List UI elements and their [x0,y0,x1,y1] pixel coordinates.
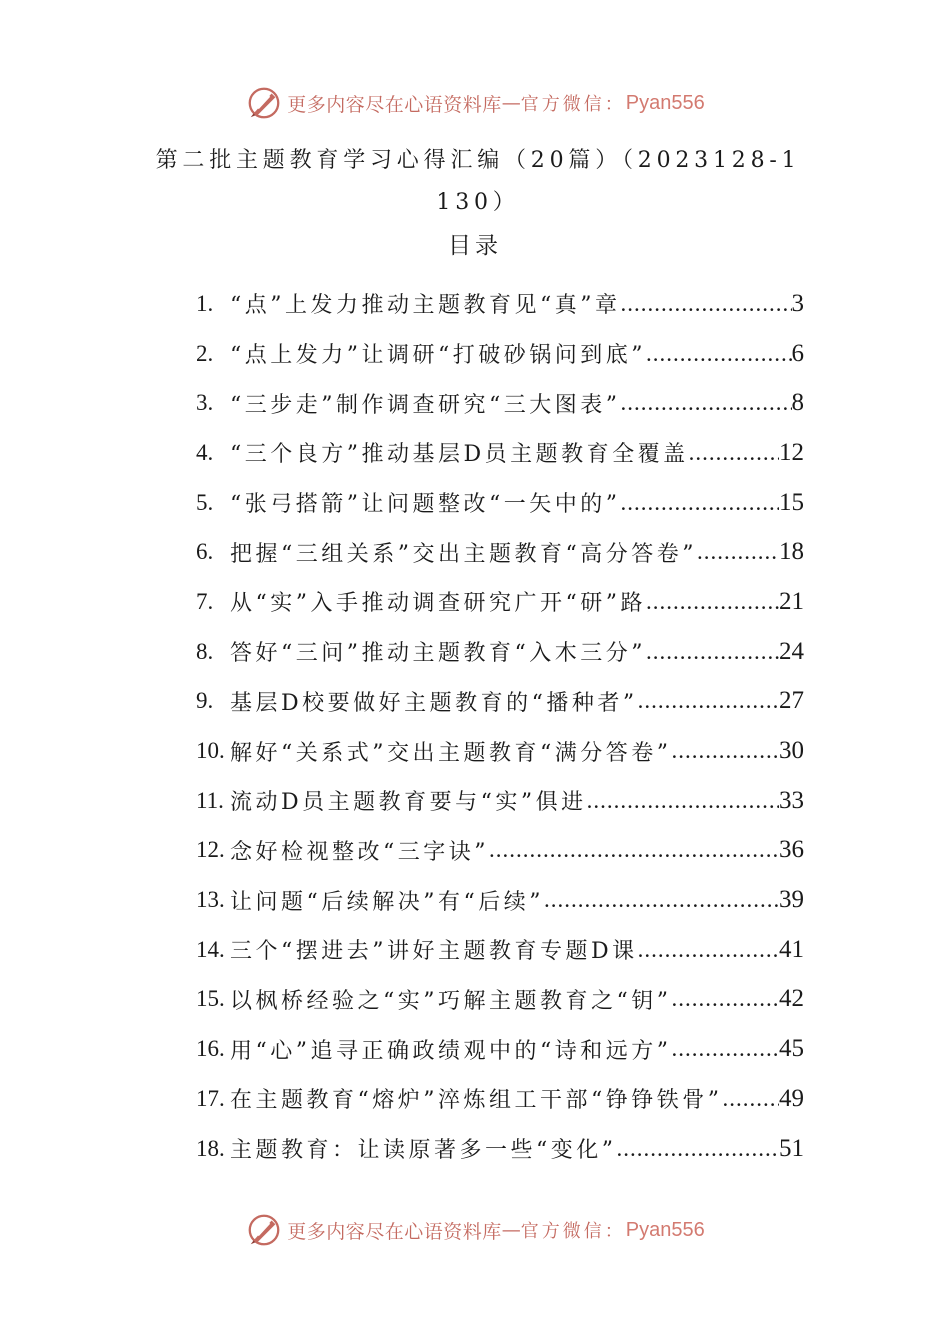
toc-leader-dots [617,1136,780,1162]
toc-item-title: 以枫桥经验之“实”巧解主题教育之“钥” [230,988,672,1014]
toc-item-title: 主题教育：让读原著多一些“变化” [230,1138,617,1164]
banner-wechat-label: 官方微信： [520,1221,626,1242]
toc-item-number: 12. [196,837,225,863]
toc-item-page: 49 [779,1084,804,1112]
banner-wechat-id: Pyan556 [625,1218,705,1241]
toc-item-page: 18 [779,538,804,566]
toc-item-title: 三个“摆进去”讲好主题教育专题D课 [230,939,638,965]
toc-item-number: 6. [196,539,214,565]
toc-item-title: 从“实”入手推动调查研究广开“研”路 [230,591,646,617]
banner-text: 更多内容尽在心语资料库 [287,1220,502,1243]
toc-item-title: “三个良方”推动基层D员主题教育全覆盖 [230,442,689,468]
toc-item[interactable] [196,478,804,528]
toc-leader-dots [544,887,779,913]
toc-item-number: 18. [196,1135,225,1161]
toc-item-title: 把握“三组关系”交出主题教育“高分答卷” [230,541,697,567]
table-of-contents [196,279,804,1173]
document-title: 第二批主题教育学习心得汇编（20篇）（2023128-1130） [155,148,801,215]
toc-item[interactable] [196,776,804,826]
toc-item-title: 念好检视整改“三字诀” [230,839,489,865]
toc-leader-dots [672,986,780,1012]
toc-item[interactable] [196,627,804,677]
toc-item-number: 10. [196,738,225,764]
toc-leader-dots [672,738,780,764]
toc-item-title: “点上发力”让调研“打破砂锅问到底” [230,343,646,369]
toc-item-title: 基层D校要做好主题教育的“播种者” [230,690,638,716]
toc-item-number: 1. [196,290,214,316]
toc-item-page: 30 [779,737,804,765]
toc-item-page: 24 [779,637,804,665]
toc-item[interactable] [196,378,804,428]
toc-item[interactable] [196,1024,804,1074]
toc-item-number: 13. [196,887,225,913]
toc-item-title: “点”上发力推动主题教育见“真”章 [230,293,621,319]
toc-item-number: 8. [196,638,214,664]
toc-item[interactable] [196,925,804,975]
toc-heading: 目录 [448,233,502,259]
toc-leader-dots [646,589,779,615]
banner-text: 更多内容尽在心语资料库 [287,93,502,116]
toc-item[interactable] [196,577,804,627]
toc-item-page: 27 [779,687,804,715]
toc-leader-dots [689,440,779,466]
banner-dash: — [501,1219,521,1241]
toc-item-page: 6 [791,339,804,367]
toc-item-number: 5. [196,489,214,515]
toc-item-number: 15. [196,986,225,1012]
toc-item-number: 4. [196,439,214,465]
watermark-banner-bottom [0,1208,950,1252]
toc-item-number: 11. [196,787,224,813]
toc-item-title: 答好“三问”推动主题教育“入木三分” [230,641,646,667]
toc-item-page: 45 [779,1035,804,1063]
toc-item[interactable] [196,279,804,329]
toc-item-title: “张弓搭箭”让问题整改“一矢中的” [230,492,621,518]
toc-item-title: 用“心”追寻正确政绩观中的“诗和远方” [230,1038,672,1064]
toc-leader-dots [646,639,779,665]
toc-item[interactable] [196,1124,804,1174]
toc-item-page: 39 [779,886,804,914]
toc-item-page: 15 [779,488,804,516]
toc-item[interactable] [196,1074,804,1124]
toc-leader-dots [638,937,779,963]
watermark-banner-top [0,81,950,125]
toc-item-title: 在主题教育“熔炉”淬炼组工干部“铮铮铁骨” [230,1088,723,1114]
toc-item-number: 3. [196,390,214,416]
pen-nib-logo-icon [245,1211,283,1249]
pen-nib-logo-icon [245,84,283,122]
toc-item-number: 7. [196,588,214,614]
toc-item[interactable] [196,975,804,1025]
toc-item[interactable] [196,428,804,478]
toc-item[interactable] [196,677,804,727]
toc-leader-dots [638,688,779,714]
toc-item-number: 17. [196,1085,225,1111]
toc-leader-dots [723,1086,780,1112]
toc-leader-dots [672,1036,780,1062]
toc-leader-dots [621,490,780,516]
toc-item-page: 42 [779,985,804,1013]
toc-item-number: 14. [196,936,225,962]
toc-item-page: 12 [779,438,804,466]
toc-item-page: 41 [779,935,804,963]
toc-item[interactable] [196,527,804,577]
toc-item-title: 让问题“后续解决”有“后续” [230,889,544,915]
banner-dash: — [501,92,521,114]
toc-item[interactable] [196,875,804,925]
toc-item-page: 21 [779,587,804,615]
toc-leader-dots [646,341,792,367]
toc-item-page: 33 [779,786,804,814]
toc-item-page: 51 [779,1134,804,1162]
toc-item-number: 16. [196,1036,225,1062]
toc-leader-dots [697,539,779,565]
toc-item[interactable] [196,329,804,379]
toc-item[interactable] [196,726,804,776]
toc-leader-dots [621,291,792,317]
toc-item-page: 8 [791,389,804,417]
toc-item-title: 解好“关系式”交出主题教育“满分答卷” [230,740,672,766]
toc-item-title: 流动D员主题教育要与“实”俱进 [230,790,587,816]
toc-item-number: 9. [196,688,214,714]
toc-leader-dots [587,788,779,814]
toc-item-page: 36 [779,836,804,864]
toc-leader-dots [489,837,779,863]
toc-item-title: “三步走”制作调查研究“三大图表” [230,392,621,418]
toc-item-number: 2. [196,340,214,366]
banner-wechat-label: 官方微信： [520,94,626,115]
banner-wechat-id: Pyan556 [625,91,705,114]
toc-item-page: 3 [791,289,804,317]
toc-leader-dots [621,390,792,416]
toc-item[interactable] [196,826,804,876]
